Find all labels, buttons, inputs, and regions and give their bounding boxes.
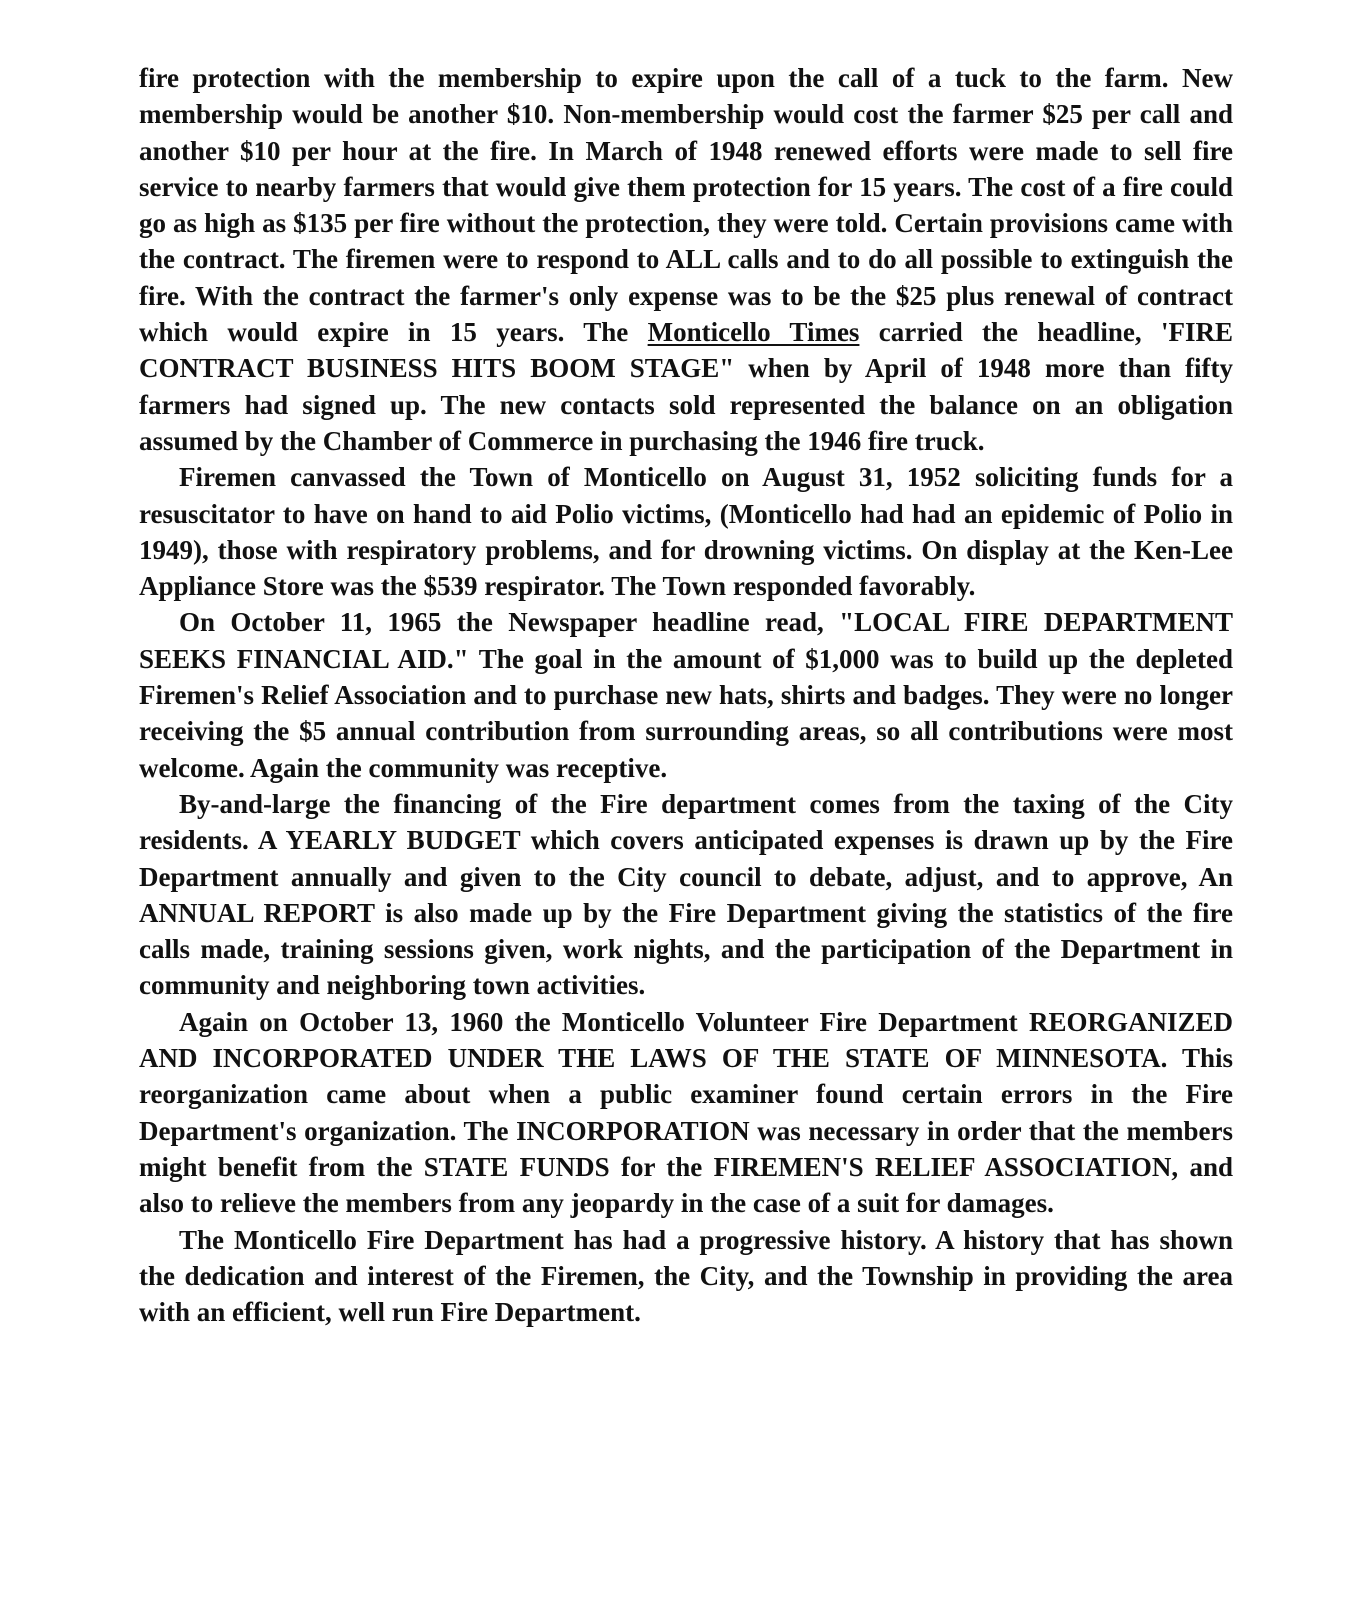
paragraph-text-lead: fire protection with the membership to expire upon the call of a tuck to the farm. New membership would be another $10. Non-membership would cost the farmer $25 per call and another $10 per hour at the fire. In March of 1948 renewed efforts were made to sell fire service to nearby farmers that would give them protection for 15 years. The cost of a fire could go as high as $135 per fire without the protection, they were told. Certain provisions came with the contract. The firemen were to respond to ALL calls and to do all possible to extinguish the fire. With the contract the farmer's only expense was to be the $25 plus renewal of contract which would expire in 15 years. The: [139, 63, 1233, 348]
newspaper-title: Monticello Times: [647, 317, 860, 348]
paragraph-fire-contracts: [139, 60, 1233, 459]
document-page: [139, 60, 1233, 1330]
paragraph-budget: By-and-large the financing of the Fire department comes from the taxing of the City residents. A YEARLY BUDGET which covers anticipated expenses is drawn up by the Fire Department annually and given to the City council to debate, adjust, and to approve, An ANNUAL REPORT is also made up by the Fire Department giving the statistics of the fire calls made, training sessions given, work nights, and the participation of the Department in community and neighboring town activities.: [139, 788, 1233, 1001]
paragraph-text-tail: carried the headline, 'FIRE CONTRACT BUSINESS HITS BOOM STAGE" when by April of 1948 more than fifty farmers had signed up. The new contacts sold represented the balance on an obligation assumed by the Chamber of Commerce in purchasing the 1946 fire truck.: [139, 317, 1233, 456]
paragraph-resuscitator: Firemen canvassed the Town of Monticello on August 31, 1952 soliciting funds for a resuscitator to have on hand to aid Polio victims, (Monticello had had an epidemic of Polio in 1949), those with respiratory problems, and for drowning victims. On display at the Ken-Lee Appliance Store was the $539 respirator. The Town responded favorably.: [139, 462, 1233, 602]
paragraph-financial-aid: On October 11, 1965 the Newspaper headline read, "LOCAL FIRE DEPARTMENT SEEKS FINANCIAL AID." The goal in the amount of $1,000 was to build up the depleted Firemen's Relief Association and to purchase new hats, shirts and badges. They were no longer receiving the $5 annual contribution from surrounding areas, so all contributions were most welcome. Again the community was receptive.: [139, 607, 1233, 783]
paragraph-history: The Monticello Fire Department has had a progressive history. A history that has shown the dedication and interest of the Firemen, the City, and the Township in providing the area with an efficient, well run Fire Department.: [139, 1224, 1233, 1328]
paragraph-incorporation: Again on October 13, 1960 the Monticello Volunteer Fire Department REORGANIZED AND INCORPORATED UNDER THE LAWS OF THE STATE OF MINNESOTA. This reorganization came about when a public examiner found certain errors in the Fire Department's organization. The INCORPORATION was necessary in order that the members might benefit from the STATE FUNDS for the FIREMEN'S RELIEF ASSOCIATION, and also to relieve the members from any jeopardy in the case of a suit for damages.: [139, 1006, 1233, 1219]
